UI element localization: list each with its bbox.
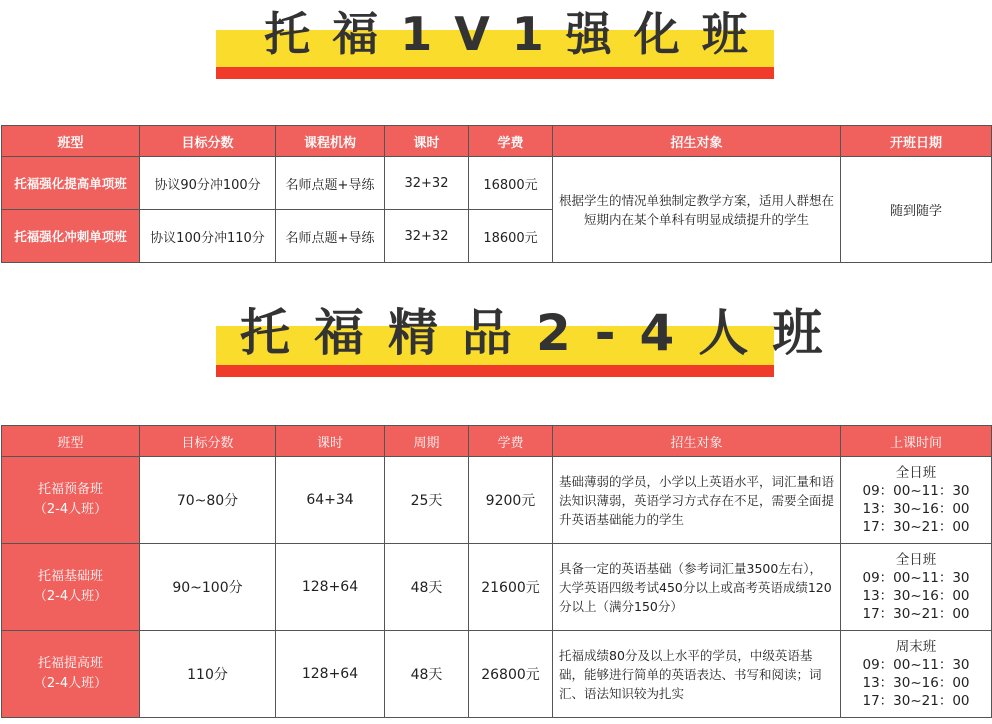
- header-fee: 学费: [469, 126, 553, 157]
- class-name-cell: [2, 631, 140, 718]
- header-class-time: 上课时间: [841, 426, 992, 457]
- schedule: [841, 631, 992, 718]
- class-name-cell: [2, 457, 140, 544]
- banner-small-group: [216, 298, 847, 380]
- header-course-structure: 课程机构: [276, 126, 385, 157]
- target-score: 90~100分: [140, 544, 276, 631]
- fee: 18600元: [469, 210, 553, 263]
- hours: 32+32: [385, 157, 469, 210]
- header-start-date: 开班日期: [841, 126, 992, 157]
- hours: 128+64: [276, 631, 385, 718]
- hours: 128+64: [276, 544, 385, 631]
- time-slot: 17：30~21：00: [862, 519, 970, 535]
- period: 48天: [385, 544, 469, 631]
- header-audience: 招生对象: [553, 426, 841, 457]
- schedule: [841, 457, 992, 544]
- header-target-score: 目标分数: [140, 426, 276, 457]
- course-table-1v1: [1, 125, 992, 263]
- class-name: 托福基础班: [37, 569, 103, 584]
- schedule: [841, 544, 992, 631]
- audience: 根据学生的情况单独制定教学方案，适用人群想在短期内在某个单科有明显成绩提升的学生: [553, 157, 841, 263]
- time-slot: 17：30~21：00: [862, 693, 970, 709]
- class-name: 托福预备班: [37, 482, 103, 497]
- header-fee: 学费: [469, 426, 553, 457]
- schedule-type: 全日班: [895, 465, 937, 481]
- class-name-cell: [2, 544, 140, 631]
- time-slot: 09：00~11：30: [862, 570, 970, 586]
- period: 48天: [385, 631, 469, 718]
- table-row: [2, 457, 992, 544]
- banner-1v1: [216, 0, 774, 80]
- schedule-type: 周末班: [895, 639, 937, 655]
- hours: 32+32: [385, 210, 469, 263]
- class-name: 托福强化提高单项班: [2, 157, 140, 210]
- header-target-score: 目标分数: [140, 126, 276, 157]
- time-slot: 17：30~21：00: [862, 606, 970, 622]
- schedule-type: 全日班: [895, 552, 937, 568]
- target-score: 70~80分: [140, 457, 276, 544]
- course-structure: 名师点题+导练: [276, 210, 385, 263]
- time-slot: 13：30~16：00: [862, 588, 970, 604]
- audience: 基础薄弱的学员，小学以上英语水平，词汇量和语法知识薄弱，英语学习方式存在不足，需要全面提升英语基础能力的学生: [553, 457, 841, 544]
- class-name: 托福强化冲刺单项班: [2, 210, 140, 263]
- fee: 21600元: [469, 544, 553, 631]
- hours: 64+34: [276, 457, 385, 544]
- audience: 具备一定的英语基础（参考词汇量3500左右），大学英语四级考试450分以上或高考英语成绩120分以上（满分150分）: [553, 544, 841, 631]
- table-header-row: [2, 126, 992, 157]
- target-score: 协议100分冲110分: [140, 210, 276, 263]
- time-slot: 09：00~11：30: [862, 483, 970, 499]
- fee: 26800元: [469, 631, 553, 718]
- table-row: [2, 631, 992, 718]
- table-header-row: [2, 426, 992, 457]
- period: 25天: [385, 457, 469, 544]
- audience: 托福成绩80分及以上水平的学员，中级英语基础，能够进行简单的英语表达、书写和阅读；词汇、语法知识较为扎实: [553, 631, 841, 718]
- banner-title: 托福1V1强化班: [264, 7, 770, 61]
- time-slot: 09：00~11：30: [862, 657, 970, 673]
- header-hours: 课时: [385, 126, 469, 157]
- header-class-type: 班型: [2, 126, 140, 157]
- start-date: 随到随学: [841, 157, 992, 263]
- fee: 9200元: [469, 457, 553, 544]
- banner-red-stripe: [216, 67, 774, 79]
- header-class-type: 班型: [2, 426, 140, 457]
- course-table-small-group: [1, 425, 992, 718]
- time-slot: 13：30~16：00: [862, 675, 970, 691]
- banner-title: 托福精品2-4人班: [240, 304, 847, 362]
- table-row: [2, 544, 992, 631]
- fee: 16800元: [469, 157, 553, 210]
- target-score: 110分: [140, 631, 276, 718]
- table-row: [2, 157, 992, 210]
- course-structure: 名师点题+导练: [276, 157, 385, 210]
- class-size: （2-4人班）: [33, 676, 108, 691]
- time-slot: 13：30~16：00: [862, 501, 970, 517]
- header-period: 周期: [385, 426, 469, 457]
- class-size: （2-4人班）: [33, 502, 108, 517]
- target-score: 协议90分冲100分: [140, 157, 276, 210]
- class-size: （2-4人班）: [33, 589, 108, 604]
- header-hours: 课时: [276, 426, 385, 457]
- class-name: 托福提高班: [37, 656, 103, 671]
- header-audience: 招生对象: [553, 126, 841, 157]
- banner-red-stripe: [216, 365, 774, 377]
